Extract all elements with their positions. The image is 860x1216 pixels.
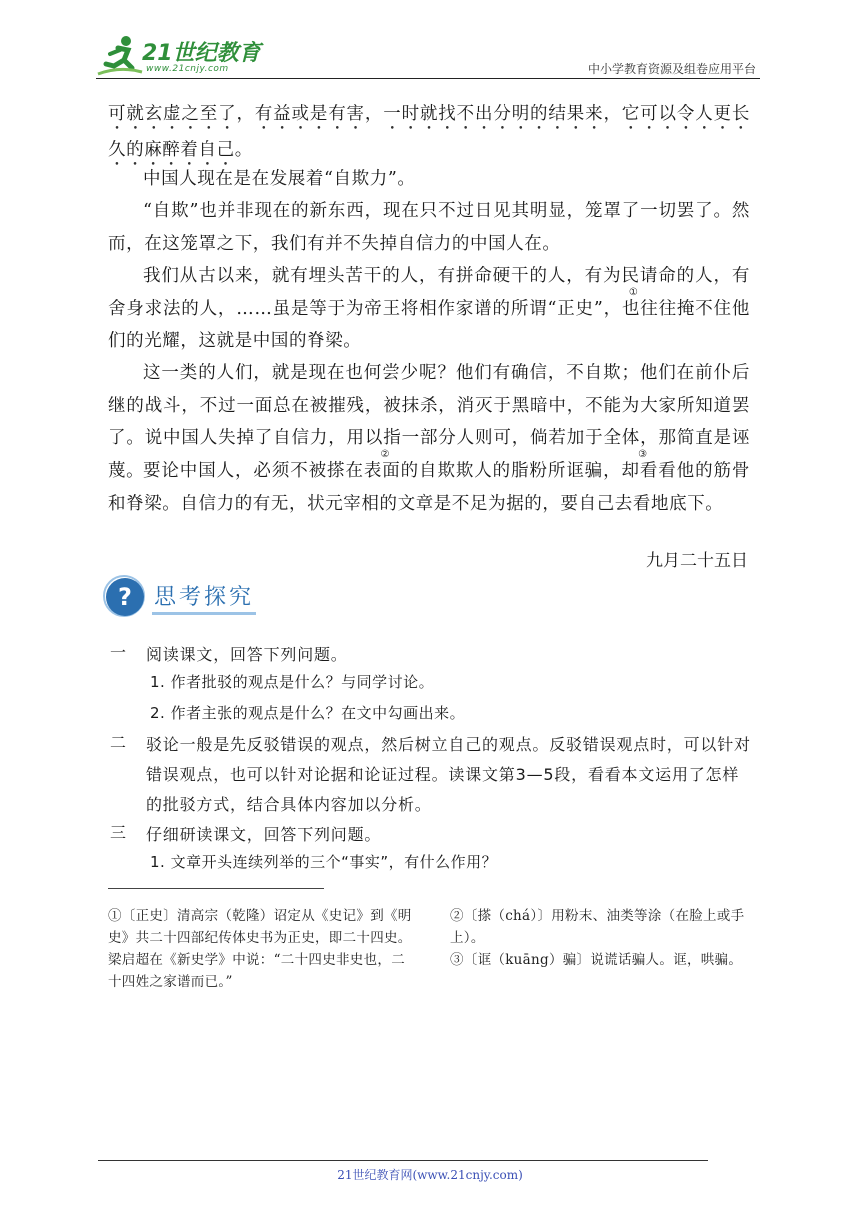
footer-divider — [98, 1160, 708, 1161]
footnote-3: ③〔诓（kuāng）骗〕说谎话骗人。诓，哄骗。 — [450, 952, 743, 968]
paragraph-4: 我们从古以来，就有埋头苦干的人，有拼命硬干的人，有为民请命的人，有舍身求法的人，……虽是等于为帝王将相作家谱的所谓“正史 ① ”，也往往掩不住他们的光耀，这就是中国的脊梁。 — [108, 266, 750, 351]
exercise-text: 仔细研读课文，回答下列问题。 — [146, 825, 382, 844]
paragraph-6-part-b: 在表面的自欺欺人的脂粉所诓骗 — [345, 461, 604, 481]
paragraph-1-end: 。 — [234, 140, 253, 160]
header-divider — [96, 78, 760, 79]
paragraph-6: 要论中国人，必须不被搽 ② 在表面的自欺欺人的脂粉所诓骗 ③ ，却看看他的筋骨和脊梁。自信力的有无，状元宰相的文章是不足为据的，要自己去看地底下。 — [108, 449, 750, 514]
question-icon: ? — [106, 578, 144, 616]
footnote-1: ①〔正史〕清高宗（乾隆）诏定从《史记》到《明史》共二十四部纪传体史书为正史，即二十四史。梁启超在《新史学》中说：“二十四史非史也，二十四姓之家谱而已。” — [108, 908, 412, 990]
section-title: 思考探究 — [154, 585, 255, 610]
logo-url: www.21cnjy.com — [146, 64, 229, 74]
exercise-number: 三 — [110, 823, 127, 842]
paragraph-6-part-c: ，却看看他的筋骨和脊梁。自信力的有无，状元宰相的文章是不足为据的，要自己去看地底下。 — [108, 461, 750, 514]
exercise-2 — [0, 728, 860, 820]
section-underline — [152, 612, 256, 615]
footer-link[interactable]: 21世纪教育网(www.21cnjy.com) — [337, 1168, 523, 1182]
section-heading — [106, 574, 266, 624]
logo-text: 21世纪教育 — [142, 41, 261, 66]
paragraph-4-part-a: 我们从古以来，就有埋头苦干的人，有拼命硬干的人，有为民请命的人，有舍身求法的人，……虽是等于为帝王将相作家谱的所谓“正史 — [108, 266, 750, 319]
page-header — [96, 34, 760, 80]
exercise-3 — [0, 820, 860, 850]
platform-name: 中小学教育资源及组卷应用平台 — [587, 62, 756, 76]
sub-question-1-1: 1. 作者批驳的观点是什么？与同学讨论。 — [150, 673, 435, 691]
exercise-number: 二 — [110, 733, 127, 752]
paragraph-6-part-a: 要论中国人，必须不被搽 — [143, 461, 346, 481]
exercise-number: 一 — [110, 643, 127, 662]
sub-question-3-1: 1. 文章开头连续列举的三个“事实”，有什么作用？ — [150, 853, 498, 871]
footnote-divider — [108, 888, 324, 889]
sub-question-1-2: 2. 作者主张的观点是什么？在文中勾画出来。 — [150, 704, 466, 722]
paragraph-5: 这一类的人们，就是现在也何尝少呢？他们有确信，不自欺；他们在前仆后继的战斗，不过一面总在被摧残，被抹杀，消灭于黑暗中，不能为大家所知道罢了。说中国人失掉了自信力，用以指一部分人则可，倘若加于全体，那简直是诬蔑。 — [108, 363, 750, 481]
exercise-text: 驳论一般是先反驳错误的观点，然后树立自己的观点。反驳错误观点时，可以针对错误观点，也可以针对论据和论证过程。读课文第3—5段，看看本文运用了怎样的批驳方式，结合具体内容加以分析。 — [146, 735, 751, 814]
emphasized-text: 可就玄虚之至了，有益或是有害，一时就找不出分明的结果来，它可以令人更长久的麻醉着自己 — [108, 104, 750, 160]
site-logo[interactable] — [96, 34, 266, 78]
exercise-text: 阅读课文，回答下列问题。 — [146, 645, 348, 664]
paragraph-1 — [108, 98, 750, 170]
paragraph-2: 中国人现在是在发展着“自欺力”。 — [143, 169, 416, 189]
paragraph-4-part-b: ”，也往往掩不住他们的光耀，这就是中国的脊梁。 — [108, 298, 750, 351]
runner-icon — [96, 34, 144, 78]
exercise-1 — [0, 640, 860, 670]
essay-date: 九月二十五日 — [646, 551, 748, 571]
footnote-2: ②〔搽（chá）〕用粉末、油类等涂（在脸上或手上）。 — [450, 908, 745, 946]
paragraph-3: “自欺”也并非现在的新东西，现在只不过日见其明显，笼罩了一切罢了。然而，在这笼罩之下，我们有并不失掉自信力的中国人在。 — [108, 201, 750, 254]
